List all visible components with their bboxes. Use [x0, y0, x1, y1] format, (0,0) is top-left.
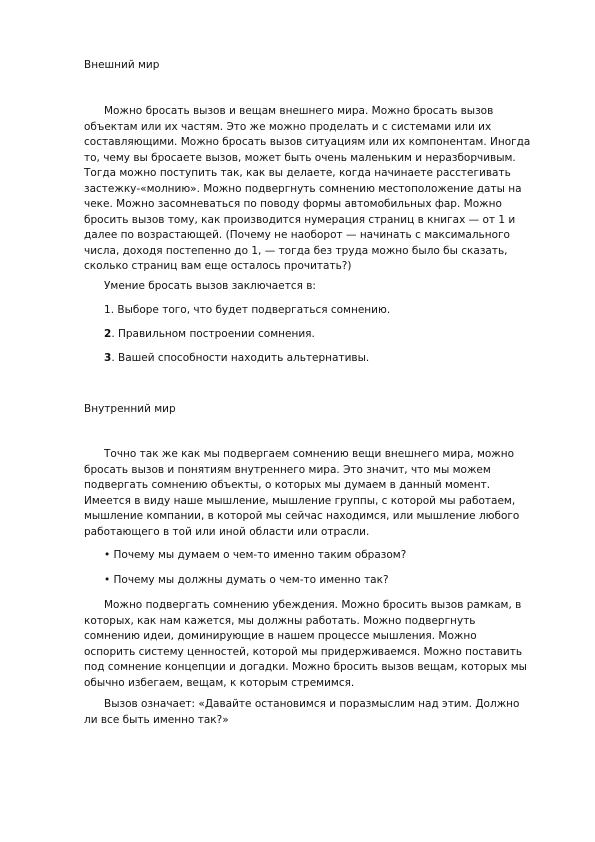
list-item [104, 303, 390, 317]
paragraph-line: застежку-«молнию». Можно подвергнуть сомнению местоположение даты на [84, 182, 522, 195]
list-text: . Правильном построении сомнения. [111, 328, 315, 340]
paragraph-line: Тогда можно поступить так, как вы делаете, когда начинаете расстегивать [84, 167, 511, 179]
paragraph-line: ли все быть именно так?» [84, 713, 229, 726]
paragraph-beliefs [84, 598, 527, 691]
section-heading-outer-world: Внешний мир [84, 59, 160, 71]
paragraph-challenge-quote [84, 697, 520, 728]
paragraph-line: сколько страниц вам еще осталось прочитать?) [84, 260, 352, 272]
paragraph-line: подвергать сомнению объекты, о которых мы думаем в данный момент. [84, 479, 491, 491]
paragraph-line: составляющими. Можно бросать вызов ситуациям или их компонентам. Иногда [84, 136, 531, 148]
list-text: . Вашей способности находить альтернативы. [111, 352, 370, 364]
paragraph-line: то, чему вы бросаете вызов, может быть очень маленьким и неразборчивым. [84, 151, 516, 164]
paragraph-line: объектам или их частям. Это же можно проделать и с системами или их [84, 120, 492, 133]
paragraph-line: которых, как нам кажется, мы должны работать. Можно подвергнуть [84, 614, 476, 627]
paragraph-line: оспорить систему ценностей, которой мы придерживаемся. Можно поставить [84, 645, 523, 658]
section-heading-inner-world: Внутренний мир [84, 403, 176, 415]
paragraph-line: бросать вызов и понятиям внутреннего мира. Это значит, что мы можем [84, 463, 491, 476]
paragraph-line: далее по возрастающей. (Почему не наоборот — начинать с максимального [84, 229, 510, 241]
skills-intro: Умение бросать вызов заключается в: [104, 280, 316, 292]
list-number: 3 [104, 352, 112, 364]
paragraph-line: Можно бросать вызов и вещам внешнего мира. Можно бросать вызов [104, 105, 494, 117]
bullet-item: • Почему мы думаем о чем-то именно таким образом? [104, 549, 407, 561]
paragraph-line: мышление компании, в которой мы сейчас находимся, или мышление любого [84, 510, 520, 522]
paragraph-outer-world [84, 104, 531, 275]
paragraph-line: Точно так же как мы подвергаем сомнению вещи внешнего мира, можно [104, 448, 515, 460]
list-text: . Выборе того, что будет подвергаться сомнению. [110, 304, 391, 316]
paragraph-line: Имеется в виду наше мышление, мышление группы, с которой мы работаем, [84, 494, 516, 507]
paragraph-line: числа, доходя постепенно до 1, — тогда без труда можно было бы сказать, [84, 244, 508, 257]
list-item [104, 351, 369, 365]
paragraph-line: обычно избегаем, вещам, к которым стремимся. [84, 676, 355, 689]
paragraph-line: бросить вызов тому, как производится нумерация страниц в книгах — от 1 и [84, 213, 516, 226]
list-number: 2 [104, 328, 112, 340]
paragraph-inner-world [84, 447, 520, 540]
list-item [104, 327, 315, 341]
paragraph-line: работающего в той или иной области или отрасли. [84, 525, 370, 538]
list-number: 1 [104, 304, 111, 316]
paragraph-line: под сомнение концепции и догадки. Можно бросить вызов вещам, которых мы [84, 661, 527, 673]
paragraph-line: чеке. Можно засомневаться по поводу формы автомобильных фар. Можно [84, 198, 502, 210]
bullet-item: • Почему мы должны думать о чем-то именно так? [104, 574, 389, 586]
paragraph-line: сомнению идеи, доминирующие в нашем процессе мышления. Можно [84, 630, 477, 642]
paragraph-line: Вызов означает: «Давайте остановимся и поразмыслим над этим. Должно [104, 698, 520, 710]
paragraph-line: Можно подвергать сомнению убеждения. Можно бросить вызов рамкам, в [104, 599, 522, 611]
